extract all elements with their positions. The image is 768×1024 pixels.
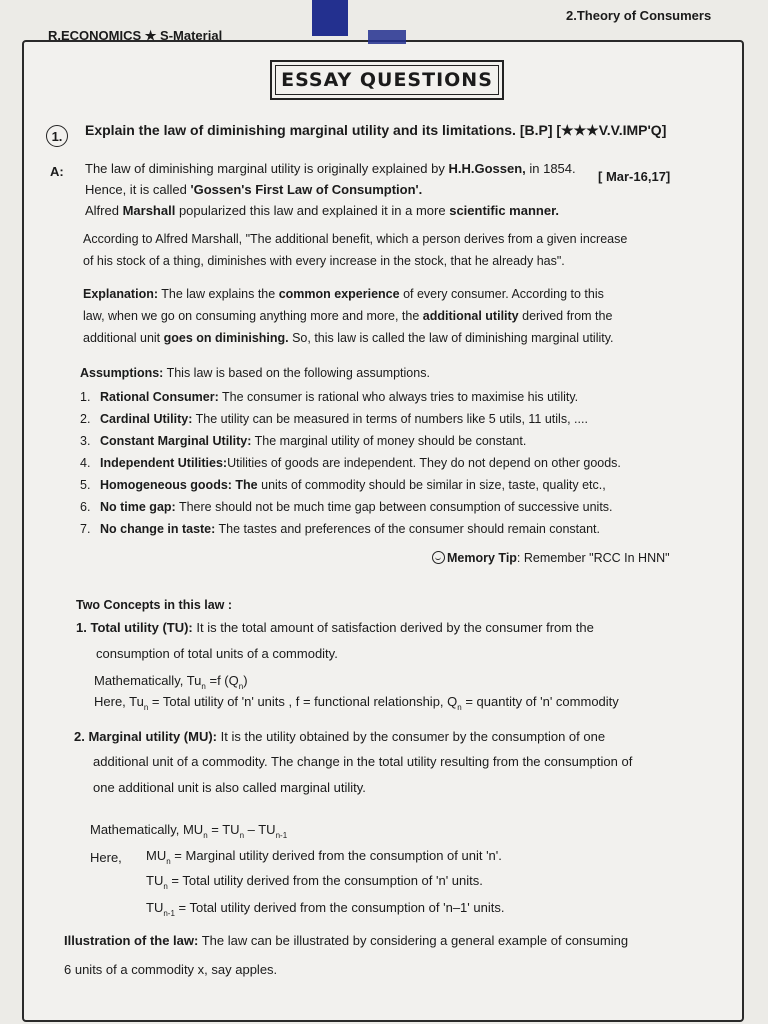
assumption-description: There should not be much time gap between consumption of successive units. xyxy=(175,500,613,514)
subscript: n xyxy=(201,682,206,691)
text: = Total utility of 'n' units , f = functional relationship, Q xyxy=(148,694,458,709)
subscript: n xyxy=(238,682,244,691)
header-subject: R.ECONOMICS ★ S-Material xyxy=(48,28,223,43)
text: The law explains the xyxy=(158,287,279,301)
assumption-description: The consumer is rational who always tries to maximise his utility. xyxy=(218,390,579,404)
tu-number: 1. xyxy=(76,620,87,635)
illustration-label: Illustration of the law: xyxy=(64,933,199,948)
question-text-main: Explain the law of diminishing marginal utility and its limitations. xyxy=(85,122,516,138)
text: = quantity of 'n' commodity xyxy=(461,694,619,709)
marshall-quote-2: of his stock of a thing, diminishes with every increase in the stock, that he already has". xyxy=(83,254,565,268)
assumption-description: The tastes and preferences of the consumer should remain constant. xyxy=(215,522,601,536)
assumption-title: No change in taste: xyxy=(100,522,216,536)
text: = Total utility derived from the consumption of 'n–1' units. xyxy=(174,900,505,915)
text: This law is based on the following assumptions. xyxy=(163,366,430,380)
header-chapter: 2.Theory of Consumers xyxy=(566,8,712,23)
assumption-title: No time gap: xyxy=(100,500,176,514)
assumption-item xyxy=(80,412,588,426)
tu-line-1 xyxy=(76,620,594,635)
assumption-description: The marginal utility of money should be constant. xyxy=(251,434,527,448)
text-bold: goes on diminishing. xyxy=(163,331,289,345)
text: popularized this law and explained it in a more xyxy=(175,203,450,218)
tu-n1-def xyxy=(146,900,505,918)
assumption-title: Independent Utilities: xyxy=(100,456,228,470)
smiley-icon xyxy=(432,551,445,564)
assumption-title: Rational Consumer: xyxy=(100,390,219,404)
text: ) xyxy=(243,673,248,688)
marshall-name: Marshall xyxy=(122,203,176,218)
tu-formula xyxy=(94,673,248,691)
assumption-number: 4. xyxy=(80,456,91,470)
tu-n-def xyxy=(146,873,483,891)
memory-tip-label: Memory Tip xyxy=(447,551,517,565)
binder-clip xyxy=(312,0,348,36)
mu-def xyxy=(146,848,502,866)
assumption-item xyxy=(80,522,600,536)
text: Hence, it is called xyxy=(85,182,191,197)
answer-line-2 xyxy=(85,182,422,197)
text: law, when we go on consuming anything more and more, the xyxy=(83,309,423,323)
tu-title: Total utility (TU): xyxy=(90,620,193,635)
assumption-title: Cardinal Utility: xyxy=(100,412,193,426)
gossen-law-name: 'Gossen's First Law of Consumption'. xyxy=(190,182,423,197)
mu-title: Marginal utility (MU): xyxy=(88,729,218,744)
text: Alfred xyxy=(85,203,123,218)
subscript: n xyxy=(239,831,245,840)
memory-tip xyxy=(432,551,670,565)
text: =f (Q xyxy=(205,673,239,688)
text: in 1854. xyxy=(525,161,576,176)
exam-years: [ Mar-16,17] xyxy=(598,169,671,184)
text: It is the total amount of satisfaction derived by the consumer from the xyxy=(192,620,594,635)
text: of every consumer. According to this xyxy=(399,287,604,301)
assumptions-heading-line xyxy=(80,366,430,380)
assumption-number: 2. xyxy=(80,412,91,426)
binder-clip-lower xyxy=(368,30,406,44)
answer-line-1 xyxy=(85,161,576,176)
subscript: n-1 xyxy=(275,831,288,840)
text: = Total utility derived from the consumption of 'n' units. xyxy=(167,873,483,888)
assumption-number: 5. xyxy=(80,478,91,492)
assumption-item xyxy=(80,390,578,404)
assumption-description: The utility can be measured in terms of numbers like 5 utils, 11 utils, .... xyxy=(192,412,588,426)
subscript: n xyxy=(203,831,208,840)
text: Mathematically, Tu xyxy=(94,673,202,688)
text: The law can be illustrated by considering a general example of consuming xyxy=(198,933,629,948)
mu-line-1 xyxy=(74,729,605,744)
text-bold: additional utility xyxy=(422,309,519,323)
mu-line-2: additional unit of a commodity. The change in the total utility resulting from the consumption of xyxy=(93,754,633,769)
text-bold: common experience xyxy=(278,287,400,301)
answer-line-3 xyxy=(85,203,559,218)
assumption-item xyxy=(80,478,606,492)
explanation-line-1 xyxy=(83,287,604,301)
subscript: n xyxy=(166,857,171,866)
subscript: n-1 xyxy=(163,909,175,918)
answer-label: A: xyxy=(50,164,64,179)
mu-line-3: one additional unit is also called marginal utility. xyxy=(93,780,366,795)
text: TU xyxy=(146,900,164,915)
illustration-line-2: 6 units of a commodity x, say apples. xyxy=(64,962,278,977)
text: It is the utility obtained by the consumer by the consumption of one xyxy=(217,729,606,744)
illustration-line-1 xyxy=(64,933,628,948)
here-label: Here, xyxy=(90,850,122,865)
text: – TU xyxy=(244,822,276,837)
assumption-title: Constant Marginal Utility: xyxy=(100,434,252,448)
question-number: 1. xyxy=(46,125,68,147)
subscript: n xyxy=(457,703,462,712)
assumption-description: units of commodity should be similar in size, taste, quality etc., xyxy=(257,478,606,492)
text-bold: scientific manner. xyxy=(449,203,560,218)
gossen-name: H.H.Gossen, xyxy=(448,161,526,176)
text: Mathematically, MU xyxy=(90,822,204,837)
marshall-quote-1: According to Alfred Marshall, "The additional benefit, which a person derives from a given increase xyxy=(83,232,628,246)
text: = Marginal utility derived from the consumption of unit 'n'. xyxy=(170,848,502,863)
section-title-box xyxy=(270,60,504,100)
concepts-heading: Two Concepts in this law : xyxy=(76,598,233,612)
text: Here, Tu xyxy=(94,694,144,709)
assumptions-heading: Assumptions: xyxy=(80,366,164,380)
tu-definition xyxy=(94,694,619,712)
mu-formula xyxy=(90,822,288,840)
text: So, this law is called the law of diminishing marginal utility. xyxy=(288,331,614,345)
mu-number: 2. xyxy=(74,729,85,744)
explanation-line-2 xyxy=(83,309,612,323)
text: MU xyxy=(146,848,167,863)
memory-tip-text: : Remember "RCC In HNN" xyxy=(516,551,670,565)
assumption-item xyxy=(80,434,526,448)
assumption-item xyxy=(80,500,613,514)
explanation-line-3 xyxy=(83,331,614,345)
assumption-title: Homogeneous goods: The xyxy=(100,478,258,492)
section-title: ESSAY QUESTIONS xyxy=(281,69,493,91)
text: TU xyxy=(146,873,164,888)
subscript: n xyxy=(143,703,149,712)
subscript: n xyxy=(163,882,168,891)
question-tag: [B.P] [★★★V.V.IMP'Q] xyxy=(519,122,667,138)
assumption-description: Utilities of goods are independent. They do not depend on other goods. xyxy=(227,456,621,470)
assumption-number: 7. xyxy=(80,522,91,536)
text: additional unit xyxy=(83,331,164,345)
assumption-item xyxy=(80,456,621,470)
text: = TU xyxy=(207,822,240,837)
explanation-label: Explanation: xyxy=(83,287,159,301)
assumption-number: 6. xyxy=(80,500,91,514)
question-text xyxy=(85,122,666,139)
text: The law of diminishing marginal utility is originally explained by xyxy=(85,161,449,176)
text: derived from the xyxy=(518,309,613,323)
assumption-number: 3. xyxy=(80,434,91,448)
assumption-number: 1. xyxy=(80,390,91,404)
tu-line-2: consumption of total units of a commodity. xyxy=(96,646,338,661)
